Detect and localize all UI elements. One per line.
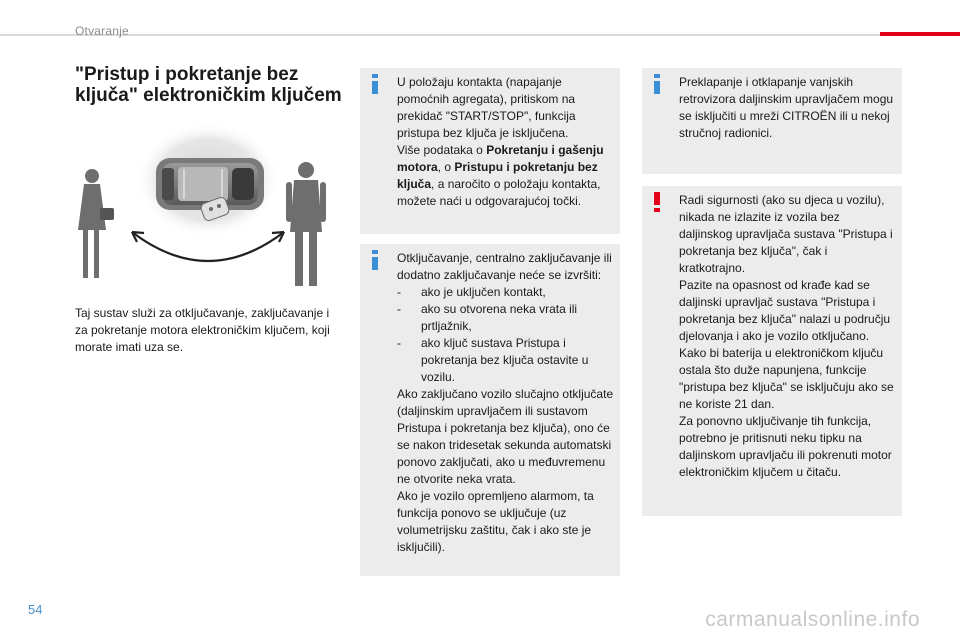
page-number: 54 xyxy=(28,602,43,617)
children-safety-paragraph: Radi sigurnosti (ako su djeca u vozilu), nikada ne izlazite iz vozila bez daljinskog upravljača sustava "Pristupa i pokretanja bez ključa", čak i kratkotrajno. xyxy=(679,193,893,275)
header-rule xyxy=(0,34,960,36)
header-accent xyxy=(880,32,960,36)
link-engine-start: Pokretanju i gašenju motora xyxy=(397,143,604,174)
exclamation-warning-icon xyxy=(650,192,664,212)
reactivation-paragraph: Za ponovno uključivanje tih funkcija, potrebno je pritisnuti neku tipku na daljinskom upravljaču ili pokrenuti motor elektroničkim ključem u čitaču. xyxy=(679,414,892,479)
page-title: "Pristup i pokretanje bez ključa" elektroničkim ključem xyxy=(75,64,342,106)
locking-conditions-list xyxy=(397,284,614,386)
watermark: carmanualsonline.info xyxy=(705,608,920,631)
info-box-locking xyxy=(360,244,620,576)
list-item: - ako ključ sustava Pristupa i pokretanja bez ključa ostavite u vozilu. xyxy=(397,335,614,386)
woman-figure-icon xyxy=(78,169,114,278)
auto-relock-paragraph: Ako zaključano vozilo slučajno otključate (daljinskim upravljačem ili sustavom Pristupa i pokretanja bez ključa), ono će se nakon tridesetak sekunda automatski ponovo zaključati, ako u međuvremenu ne otvorite neka vrata. xyxy=(397,387,614,486)
theft-warning-paragraph: Pazite na opasnost od krađe kad se daljinski upravljač sustava "Pristupa i pokretanja bez ključa" nalazi u području djelovanja i ako je vozilo otključano. xyxy=(679,278,891,343)
section-title: Otvaranje xyxy=(75,24,129,38)
battery-saving-paragraph: Kako bi baterija u elektroničkom ključu ostala što duže napunjena, funkcije "pristupa bez ključa" se isključuju ako se ne koriste 21 dan. xyxy=(679,346,894,411)
alarm-paragraph: Ako je vozilo opremljeno alarmom, ta funkcija ponovo se uključuje (uz volumetrijsku zaštitu, čak i ako ste je isključili). xyxy=(397,489,594,554)
warning-box-safety xyxy=(642,186,902,516)
keyless-access-illustration xyxy=(70,120,350,290)
man-figure-icon xyxy=(286,162,326,286)
ignition-note: U položaju kontakta (napajanje pomoćnih agregata), pritiskom na prekidač "START/STOP", funkcija pristupa bez ključa je isključena. xyxy=(397,75,576,140)
intro-text: Taj sustav služi za otključavanje, zaključavanje i za pokretanje motora elektroničkim ključem, koji morate imati uza se. xyxy=(75,306,330,354)
info-icon xyxy=(368,74,382,94)
top-bar xyxy=(0,0,960,52)
info-box-ignition xyxy=(360,68,620,234)
mirrors-note: Preklapanje i otklapanje vanjskih retrovizora daljinskim upravljačem mogu se isključiti u mreži CITROËN ili u nekoj stručnoj radionici. xyxy=(679,75,894,140)
list-item: - ako su otvorena neka vrata ili prtljažnik, xyxy=(397,301,614,335)
link-keyless-access: Pristupu i pokretanju bez ključa xyxy=(397,160,598,191)
list-item: - ako je uključen kontakt, xyxy=(397,284,614,301)
more-info-paragraph: Više podataka o Pokretanju i gašenju motora, o Pristupu i pokretanju bez ključa, a naročito o položaju kontakta, možete naći u odgovarajućoj točki. xyxy=(397,143,604,208)
info-icon xyxy=(650,74,664,94)
info-icon xyxy=(368,250,382,270)
info-box-mirrors xyxy=(642,68,902,174)
locking-intro: Otključavanje, centralno zaključavanje ili dodatno zaključavanje neće se izvršiti: xyxy=(397,251,612,282)
